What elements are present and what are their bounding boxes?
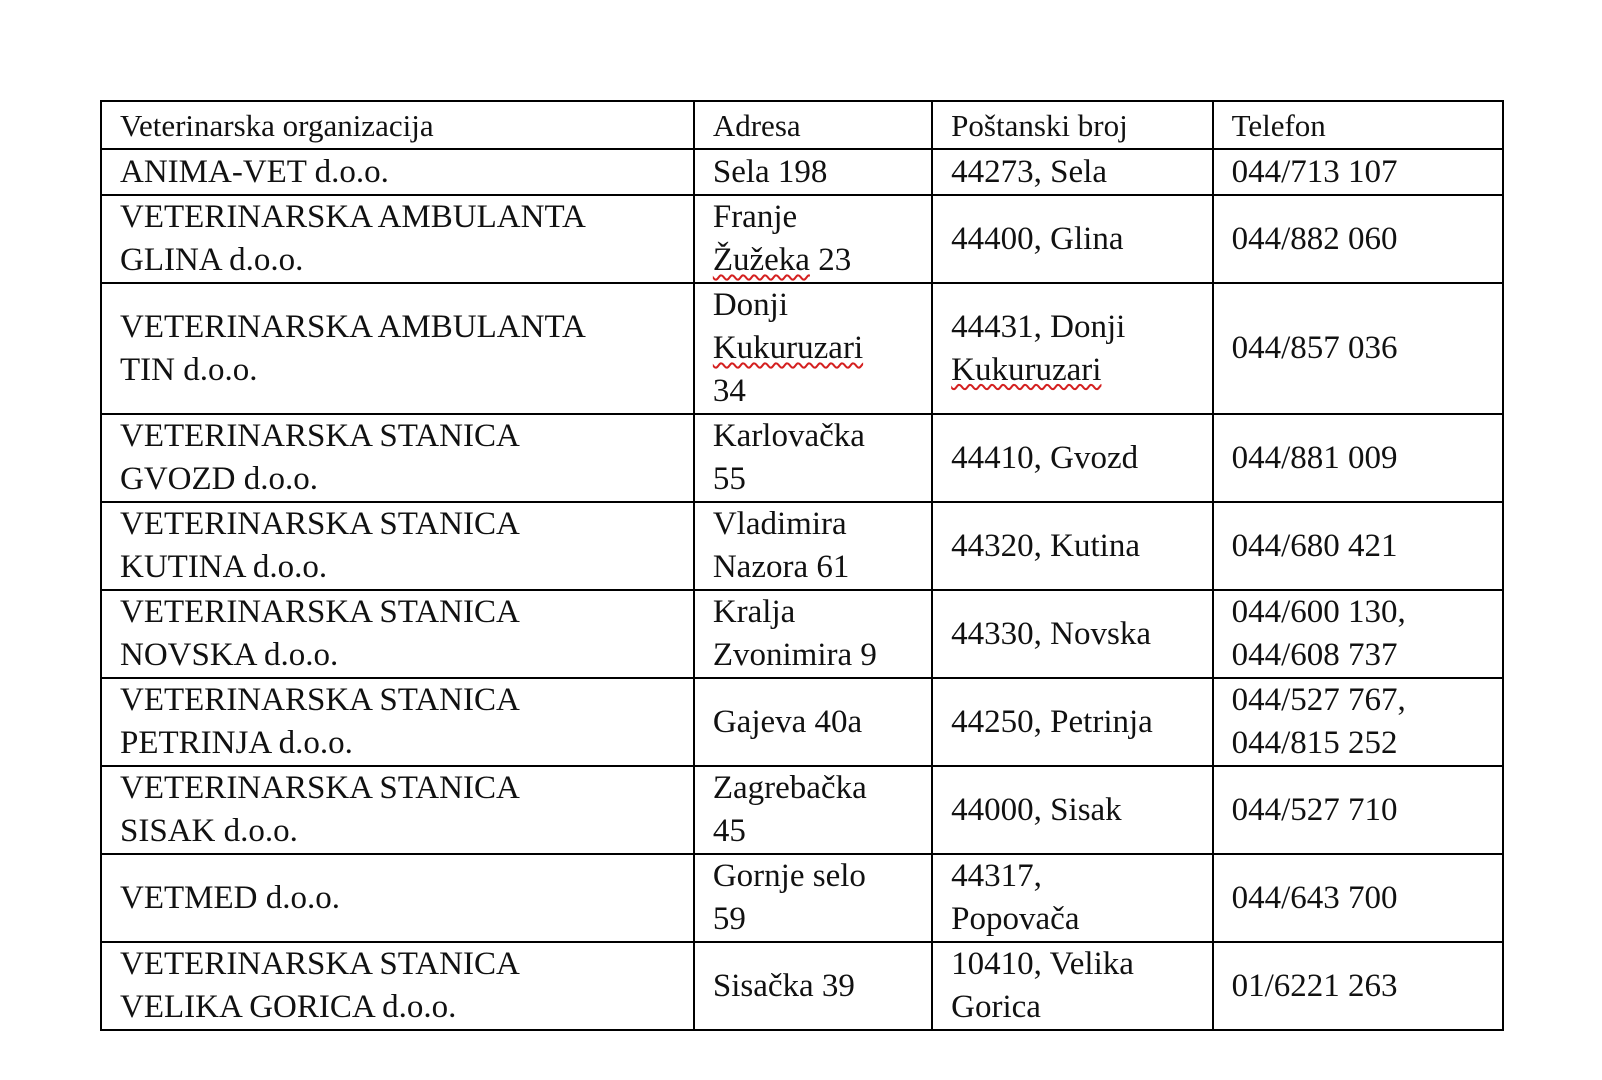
cell-text-line: 044/881 009 [1231,439,1398,476]
cell-text-line: VETMED d.o.o. [120,879,340,916]
cell-organization [101,854,694,942]
cell-postal-code [932,854,1212,942]
cell-text-line [713,327,915,370]
cell-postal-code [932,942,1212,1030]
cell-text-line: Donji [712,287,789,323]
cell-text-line: VETERINARSKA STANICA [120,770,520,806]
header-postal-code: Poštanski broj [932,101,1212,149]
table-row [101,590,1503,678]
cell-text-line: 044/527 710 [1231,791,1398,828]
cell-text-line: Popovača [951,901,1080,937]
cell-organization [101,283,694,414]
cell-text-line: Gornje selo [712,858,866,894]
cell-address [694,502,932,590]
cell-text-line: 044/643 700 [1231,879,1398,916]
cell-organization [101,590,694,678]
cell-text-line: 55 [712,461,746,497]
cell-text-line [951,349,1195,392]
cell-text-line: 44250, Petrinja [951,703,1153,740]
cell-text-line: SISAK d.o.o. [120,813,298,849]
cell-phone [1213,195,1503,283]
header-organization: Veterinarska organizacija [101,101,694,149]
cell-text-line: 044/680 421 [1231,527,1398,564]
cell-phone [1213,766,1503,854]
cell-text-line: Karlovačka [712,418,865,454]
cell-text-line: Vladimira [712,506,847,542]
cell-text-line: VETERINARSKA STANICA [120,506,520,542]
cell-text-line: 44317, [951,858,1042,894]
cell-postal-code [932,678,1212,766]
table-header-row [101,101,1503,149]
cell-text-line: 34 [712,373,746,409]
cell-organization [101,149,694,195]
cell-postal-code [932,283,1212,414]
cell-address [694,590,932,678]
cell-text-line: 10410, Velika [951,946,1134,982]
cell-address [694,854,932,942]
cell-text-line: Nazora 61 [712,549,850,585]
table-row [101,678,1503,766]
cell-text-line: PETRINJA d.o.o. [120,725,353,761]
spellcheck-underline: Kukuruzari [951,351,1102,388]
cell-postal-code [932,149,1212,195]
cell-text-line: 044/815 252 [1231,725,1398,761]
cell-phone [1213,678,1503,766]
cell-text-line: 59 [712,901,746,937]
header-phone: Telefon [1213,101,1503,149]
table-body [101,101,1503,1030]
cell-text-line: 45 [712,813,746,849]
cell-text-line: 44400, Glina [951,220,1124,257]
cell-text-line: VETERINARSKA STANICA [120,946,520,982]
header-address: Adresa [694,101,932,149]
cell-organization [101,678,694,766]
cell-text-line: NOVSKA d.o.o. [120,637,339,673]
table-row [101,195,1503,283]
cell-text-line: Franje [712,199,798,235]
cell-phone [1213,149,1503,195]
cell-text-line: Gajeva 40a [712,703,863,740]
cell-text-line: VETERINARSKA STANICA [120,594,520,630]
cell-phone [1213,414,1503,502]
cell-address [694,149,932,195]
cell-text-line: VELIKA GORICA d.o.o. [120,989,457,1025]
cell-text-line: 44410, Gvozd [951,439,1139,476]
cell-text-line: 44330, Novska [951,615,1151,652]
spellcheck-underline: Kukuruzari [712,330,864,366]
cell-text-line: Zagrebačka [712,770,867,806]
cell-text-line: ANIMA-VET d.o.o. [120,153,389,190]
cell-address [694,942,932,1030]
cell-text-line: 044/600 130, [1231,594,1406,630]
cell-text-line: 01/6221 263 [1231,967,1398,1004]
cell-organization [101,195,694,283]
cell-text-line: GLINA d.o.o. [120,242,304,278]
cell-text-line: Sisačka 39 [712,967,855,1004]
cell-text-line: Žužeka 23 [712,242,852,278]
cell-phone [1213,942,1503,1030]
table-row [101,149,1503,195]
cell-text-line: VETERINARSKA AMBULANTA [120,308,586,345]
cell-organization [101,942,694,1030]
table-row [101,414,1503,502]
table-row [101,283,1503,414]
cell-text-line: 44431, Donji [951,308,1126,345]
table-row [101,854,1503,942]
veterinary-organizations-table [100,100,1504,1031]
cell-postal-code [932,195,1212,283]
cell-text-line: 044/527 767, [1231,682,1406,718]
spellcheck-underline: Žužeka [712,242,810,278]
cell-postal-code [932,590,1212,678]
cell-text-line: Sela 198 [712,153,828,190]
cell-postal-code [932,414,1212,502]
cell-text-line: 044/857 036 [1231,330,1398,366]
cell-address [694,414,932,502]
cell-text-line: VETERINARSKA STANICA [120,682,520,718]
cell-organization [101,502,694,590]
cell-organization [101,766,694,854]
cell-address [694,195,932,283]
cell-address [694,678,932,766]
cell-phone [1213,590,1503,678]
cell-text-line: VETERINARSKA STANICA [120,418,520,454]
cell-text-line: 44320, Kutina [951,527,1140,564]
table-row [101,502,1503,590]
cell-postal-code [932,766,1212,854]
table-row [101,942,1503,1030]
table-row [101,766,1503,854]
cell-text-line: TIN d.o.o. [120,351,258,388]
cell-text-line: Kralja [712,594,796,630]
cell-text-line: Zvonimira 9 [712,637,877,673]
cell-text-line: VETERINARSKA AMBULANTA [120,199,586,235]
cell-text-line: KUTINA d.o.o. [120,549,328,585]
cell-address [694,766,932,854]
cell-phone [1213,854,1503,942]
cell-phone [1213,502,1503,590]
cell-address [694,283,932,414]
cell-organization [101,414,694,502]
cell-text-line: 044/713 107 [1231,153,1398,190]
cell-text-line: 044/882 060 [1231,220,1398,257]
cell-postal-code [932,502,1212,590]
cell-text-line: 044/608 737 [1231,637,1398,673]
cell-text-line: GVOZD d.o.o. [120,461,318,497]
cell-text-line: 44000, Sisak [951,791,1122,828]
cell-text-line: 44273, Sela [951,153,1107,190]
cell-text-line: Gorica [951,989,1041,1025]
cell-phone [1213,283,1503,414]
